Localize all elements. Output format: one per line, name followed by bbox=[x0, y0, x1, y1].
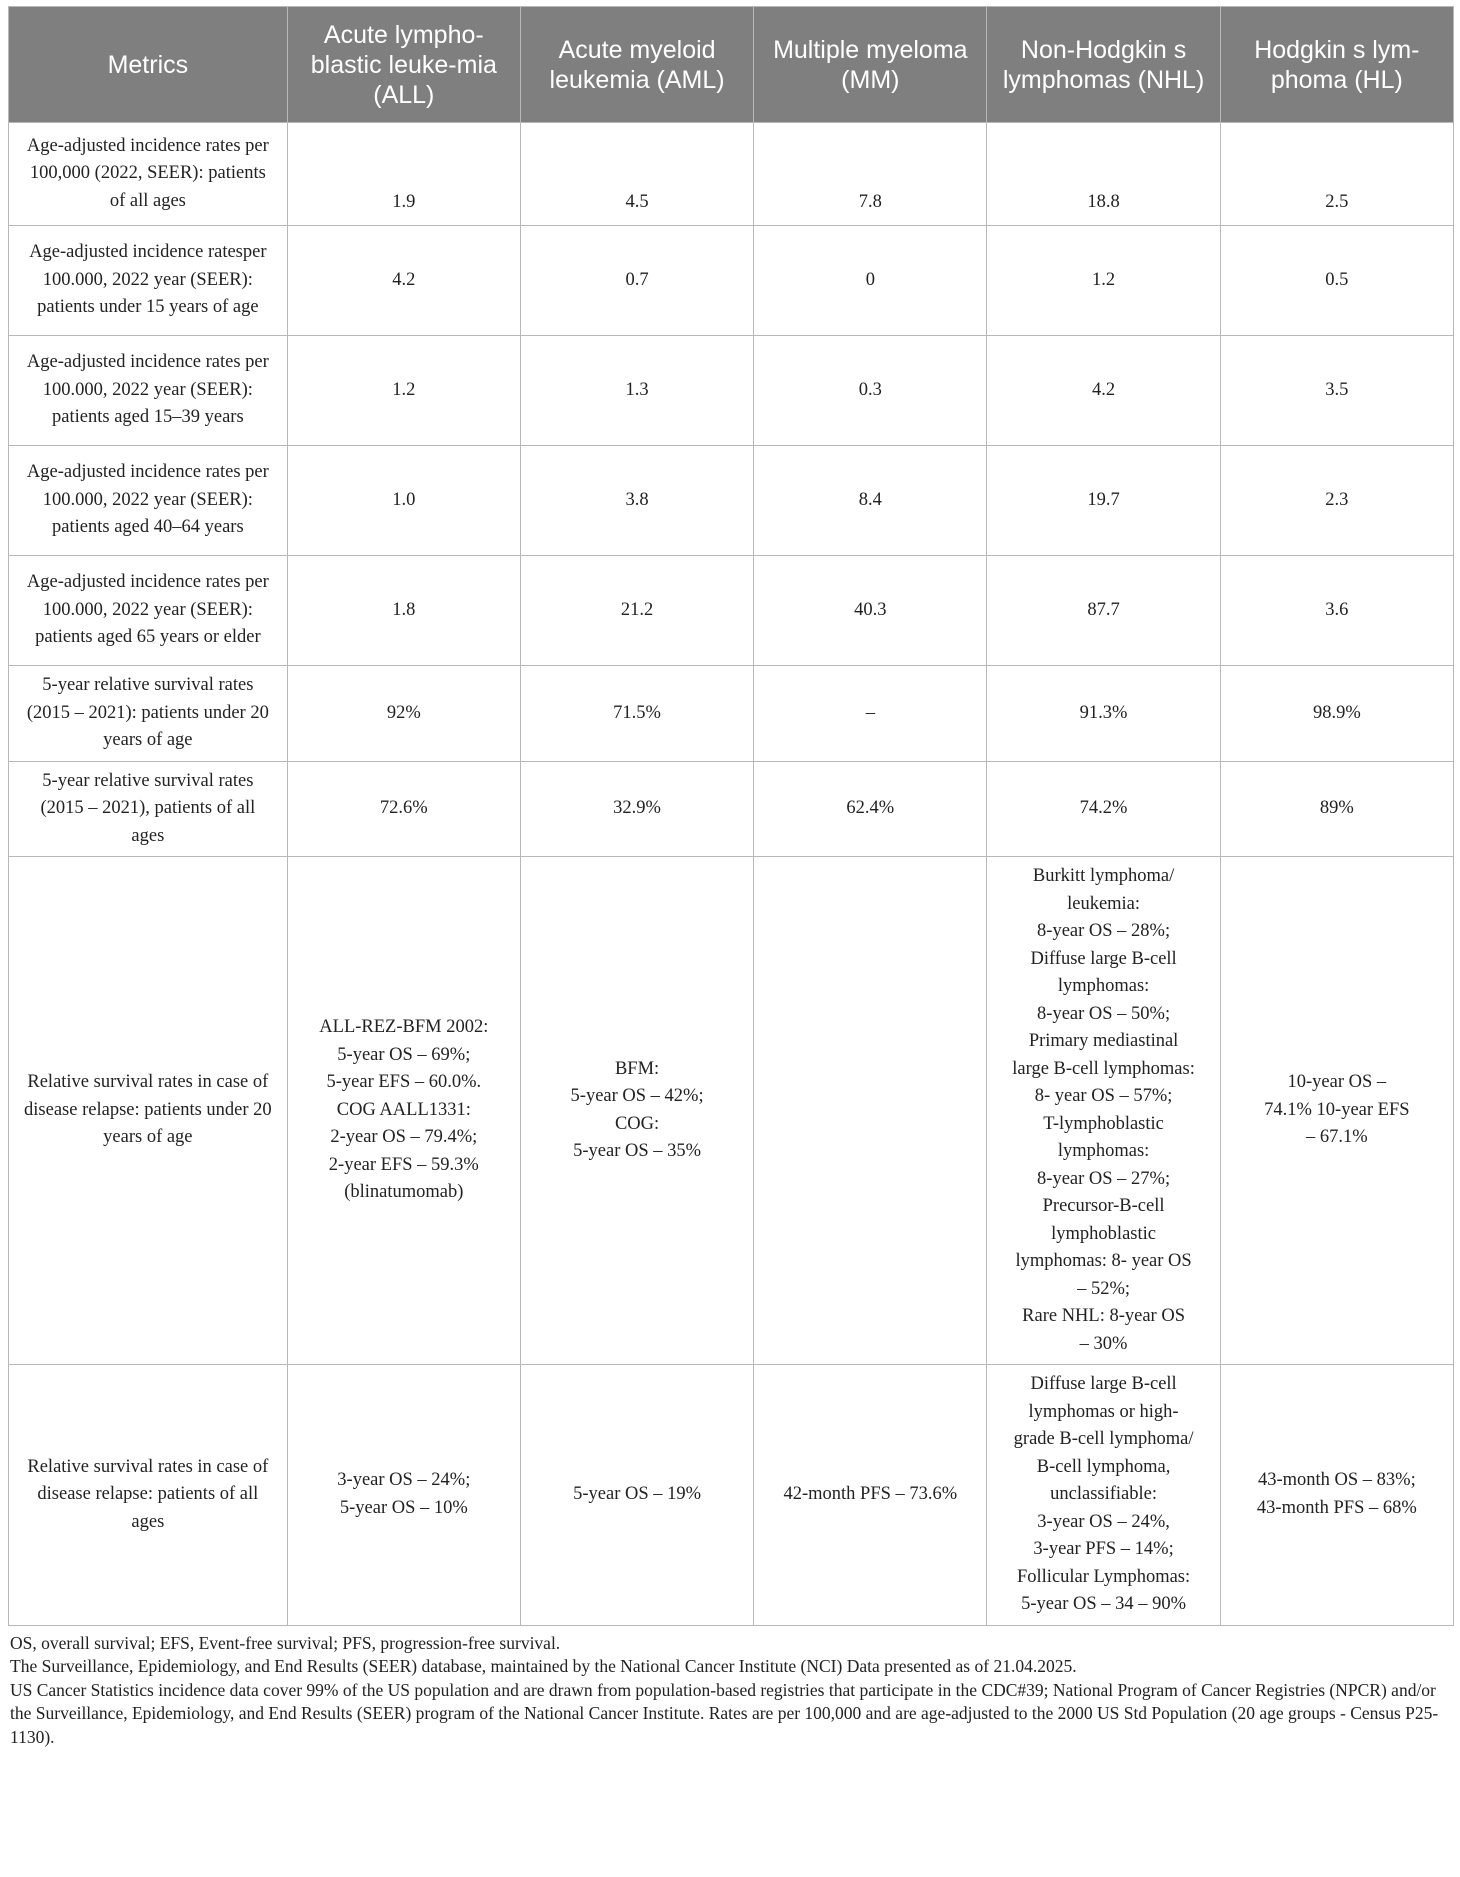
footnote-abbreviations: OS, overall survival; EFS, Event-free survival; PFS, progression-free survival. bbox=[10, 1632, 561, 1653]
value-cell: 71.5% bbox=[520, 666, 753, 762]
header-aml: Acute myeloid leukemia (AML) bbox=[520, 7, 753, 123]
value-cell bbox=[754, 857, 987, 1365]
value-cell: 32.9% bbox=[520, 761, 753, 857]
header-metrics: Metrics bbox=[9, 7, 288, 123]
value-cell: 72.6% bbox=[287, 761, 520, 857]
value-cell: 91.3% bbox=[987, 666, 1220, 762]
metric-cell: 5-year relative survival rates (2015 – 2021): patients under 20 years of age bbox=[9, 666, 288, 762]
table-row bbox=[9, 446, 1454, 556]
value-cell bbox=[987, 857, 1220, 1365]
value-cell: 3.6 bbox=[1220, 556, 1453, 666]
value-cell: 74.2% bbox=[987, 761, 1220, 857]
table-row bbox=[9, 226, 1454, 336]
value-cell: 21.2 bbox=[520, 556, 753, 666]
footnote-uscs: US Cancer Statistics incidence data cover 99% of the US population and are drawn from population-based registries that participate in the CDC#39; National Program of Cancer Registries (NPCR) and/or the Surveillance, Epidemiology, and End Results (SEER) program of the National Cancer Institute. Rates are per 100,000 and are age-adjusted to the 2000 US Std Population (20 age groups - Census P25-1130). bbox=[10, 1679, 1439, 1747]
value-cell: 1.3 bbox=[520, 336, 753, 446]
value-cell bbox=[287, 857, 520, 1365]
metric-cell: Age-adjusted incidence rates per 100.000, 2022 year (SEER): patients aged 40–64 years bbox=[9, 446, 288, 556]
header-row bbox=[9, 7, 1454, 123]
value-cell: 7.8 bbox=[754, 123, 987, 226]
value-cell bbox=[520, 857, 753, 1365]
value-cell: 40.3 bbox=[754, 556, 987, 666]
cell-text: 3-year OS – 24%; 5-year OS – 10% bbox=[337, 1470, 471, 1518]
value-cell: 87.7 bbox=[987, 556, 1220, 666]
value-cell bbox=[287, 1365, 520, 1626]
header-hl: Hodgkin s lym-phoma (HL) bbox=[1220, 7, 1453, 123]
value-cell bbox=[1220, 1365, 1453, 1626]
value-cell: 2.3 bbox=[1220, 446, 1453, 556]
value-cell: 1.2 bbox=[987, 226, 1220, 336]
cell-text: BFM: 5-year OS – 42%; COG: 5-year OS – 35% bbox=[570, 1058, 704, 1161]
value-cell: – bbox=[754, 666, 987, 762]
survival-incidence-table bbox=[8, 6, 1454, 1626]
value-cell: 1.2 bbox=[287, 336, 520, 446]
value-cell: 19.7 bbox=[987, 446, 1220, 556]
table-container bbox=[8, 6, 1454, 1749]
metric-cell: Relative survival rates in case of disease relapse: patients under 20 years of age bbox=[9, 857, 288, 1365]
value-cell: 0.3 bbox=[754, 336, 987, 446]
cell-text: 42-month PFS – 73.6% bbox=[783, 1484, 958, 1504]
value-cell: 1.9 bbox=[287, 123, 520, 226]
value-cell: 18.8 bbox=[987, 123, 1220, 226]
value-cell: 0.5 bbox=[1220, 226, 1453, 336]
table-row bbox=[9, 857, 1454, 1365]
table-row bbox=[9, 761, 1454, 857]
value-cell bbox=[987, 1365, 1220, 1626]
value-cell: 98.9% bbox=[1220, 666, 1453, 762]
metric-cell: Relative survival rates in case of disease relapse: patients of all ages bbox=[9, 1365, 288, 1626]
value-cell: 0 bbox=[754, 226, 987, 336]
value-cell: 89% bbox=[1220, 761, 1453, 857]
value-cell: 3.8 bbox=[520, 446, 753, 556]
table-row bbox=[9, 123, 1454, 226]
cell-text: ALL-REZ-BFM 2002: 5-year OS – 69%; 5-year EFS – 60.0%. COG AALL1331: 2-year OS – 79.4%; 2-year EFS – 59.3% (blinatumomab) bbox=[319, 1017, 489, 1203]
table-row bbox=[9, 1365, 1454, 1626]
value-cell: 1.8 bbox=[287, 556, 520, 666]
cell-text: 43-month OS – 83%; 43-month PFS – 68% bbox=[1256, 1470, 1417, 1518]
value-cell bbox=[1220, 857, 1453, 1365]
value-cell: 62.4% bbox=[754, 761, 987, 857]
metric-cell: Age-adjusted incidence rates per 100.000, 2022 year (SEER): patients aged 15–39 years bbox=[9, 336, 288, 446]
cell-text: Burkitt lymphoma/ leukemia: 8-year OS – 28%; Diffuse large B-cell lymphomas: 8-year OS – 50%; Primary mediastinal large B-cell lymphomas: 8- year OS – 57%; T-lymphoblastic lymphomas: 8-year OS – 27%; Precursor-B-cell lymphoblastic lymphomas: 8- year OS – 52%; Rare NHL: 8-year OS – 30% bbox=[1012, 866, 1195, 1354]
value-cell bbox=[754, 1365, 987, 1626]
header-mm: Multiple myeloma (MM) bbox=[754, 7, 987, 123]
value-cell: 4.5 bbox=[520, 123, 753, 226]
value-cell: 92% bbox=[287, 666, 520, 762]
metric-cell: Age-adjusted incidence rates per 100,000 (2022, SEER): patients of all ages bbox=[9, 123, 288, 226]
footnote-seer: The Surveillance, Epidemiology, and End Results (SEER) database, maintained by the National Cancer Institute (NCI) Data presented as of 21.04.2025. bbox=[10, 1656, 1077, 1676]
header-nhl: Non-Hodgkin s lymphomas (NHL) bbox=[987, 7, 1220, 123]
value-cell: 4.2 bbox=[287, 226, 520, 336]
value-cell: 2.5 bbox=[1220, 123, 1453, 226]
table-row bbox=[9, 336, 1454, 446]
metric-cell: 5-year relative survival rates (2015 – 2021), patients of all ages bbox=[9, 761, 288, 857]
value-cell: 1.0 bbox=[287, 446, 520, 556]
table-footnotes bbox=[8, 1632, 1454, 1750]
metric-cell: Age-adjusted incidence ratesper 100.000, 2022 year (SEER): patients under 15 years of age bbox=[9, 226, 288, 336]
value-cell: 8.4 bbox=[754, 446, 987, 556]
metric-cell: Age-adjusted incidence rates per 100.000, 2022 year (SEER): patients aged 65 years or elder bbox=[9, 556, 288, 666]
header-all: Acute lympho-blastic leuke-mia (ALL) bbox=[287, 7, 520, 123]
cell-text: 5-year OS – 19% bbox=[573, 1484, 702, 1504]
value-cell: 4.2 bbox=[987, 336, 1220, 446]
cell-text: 10-year OS – 74.1% 10-year EFS – 67.1% bbox=[1264, 1072, 1410, 1148]
table-row bbox=[9, 666, 1454, 762]
value-cell: 3.5 bbox=[1220, 336, 1453, 446]
value-cell bbox=[520, 1365, 753, 1626]
table-row bbox=[9, 556, 1454, 666]
value-cell: 0.7 bbox=[520, 226, 753, 336]
cell-text: Diffuse large B-cell lymphomas or high- grade B-cell lymphoma/ B-cell lymphoma, unclassifiable: 3-year OS – 24%, 3-year PFS – 14%; Follicular Lymphomas: 5-year OS – 34 – 90% bbox=[1013, 1374, 1194, 1614]
